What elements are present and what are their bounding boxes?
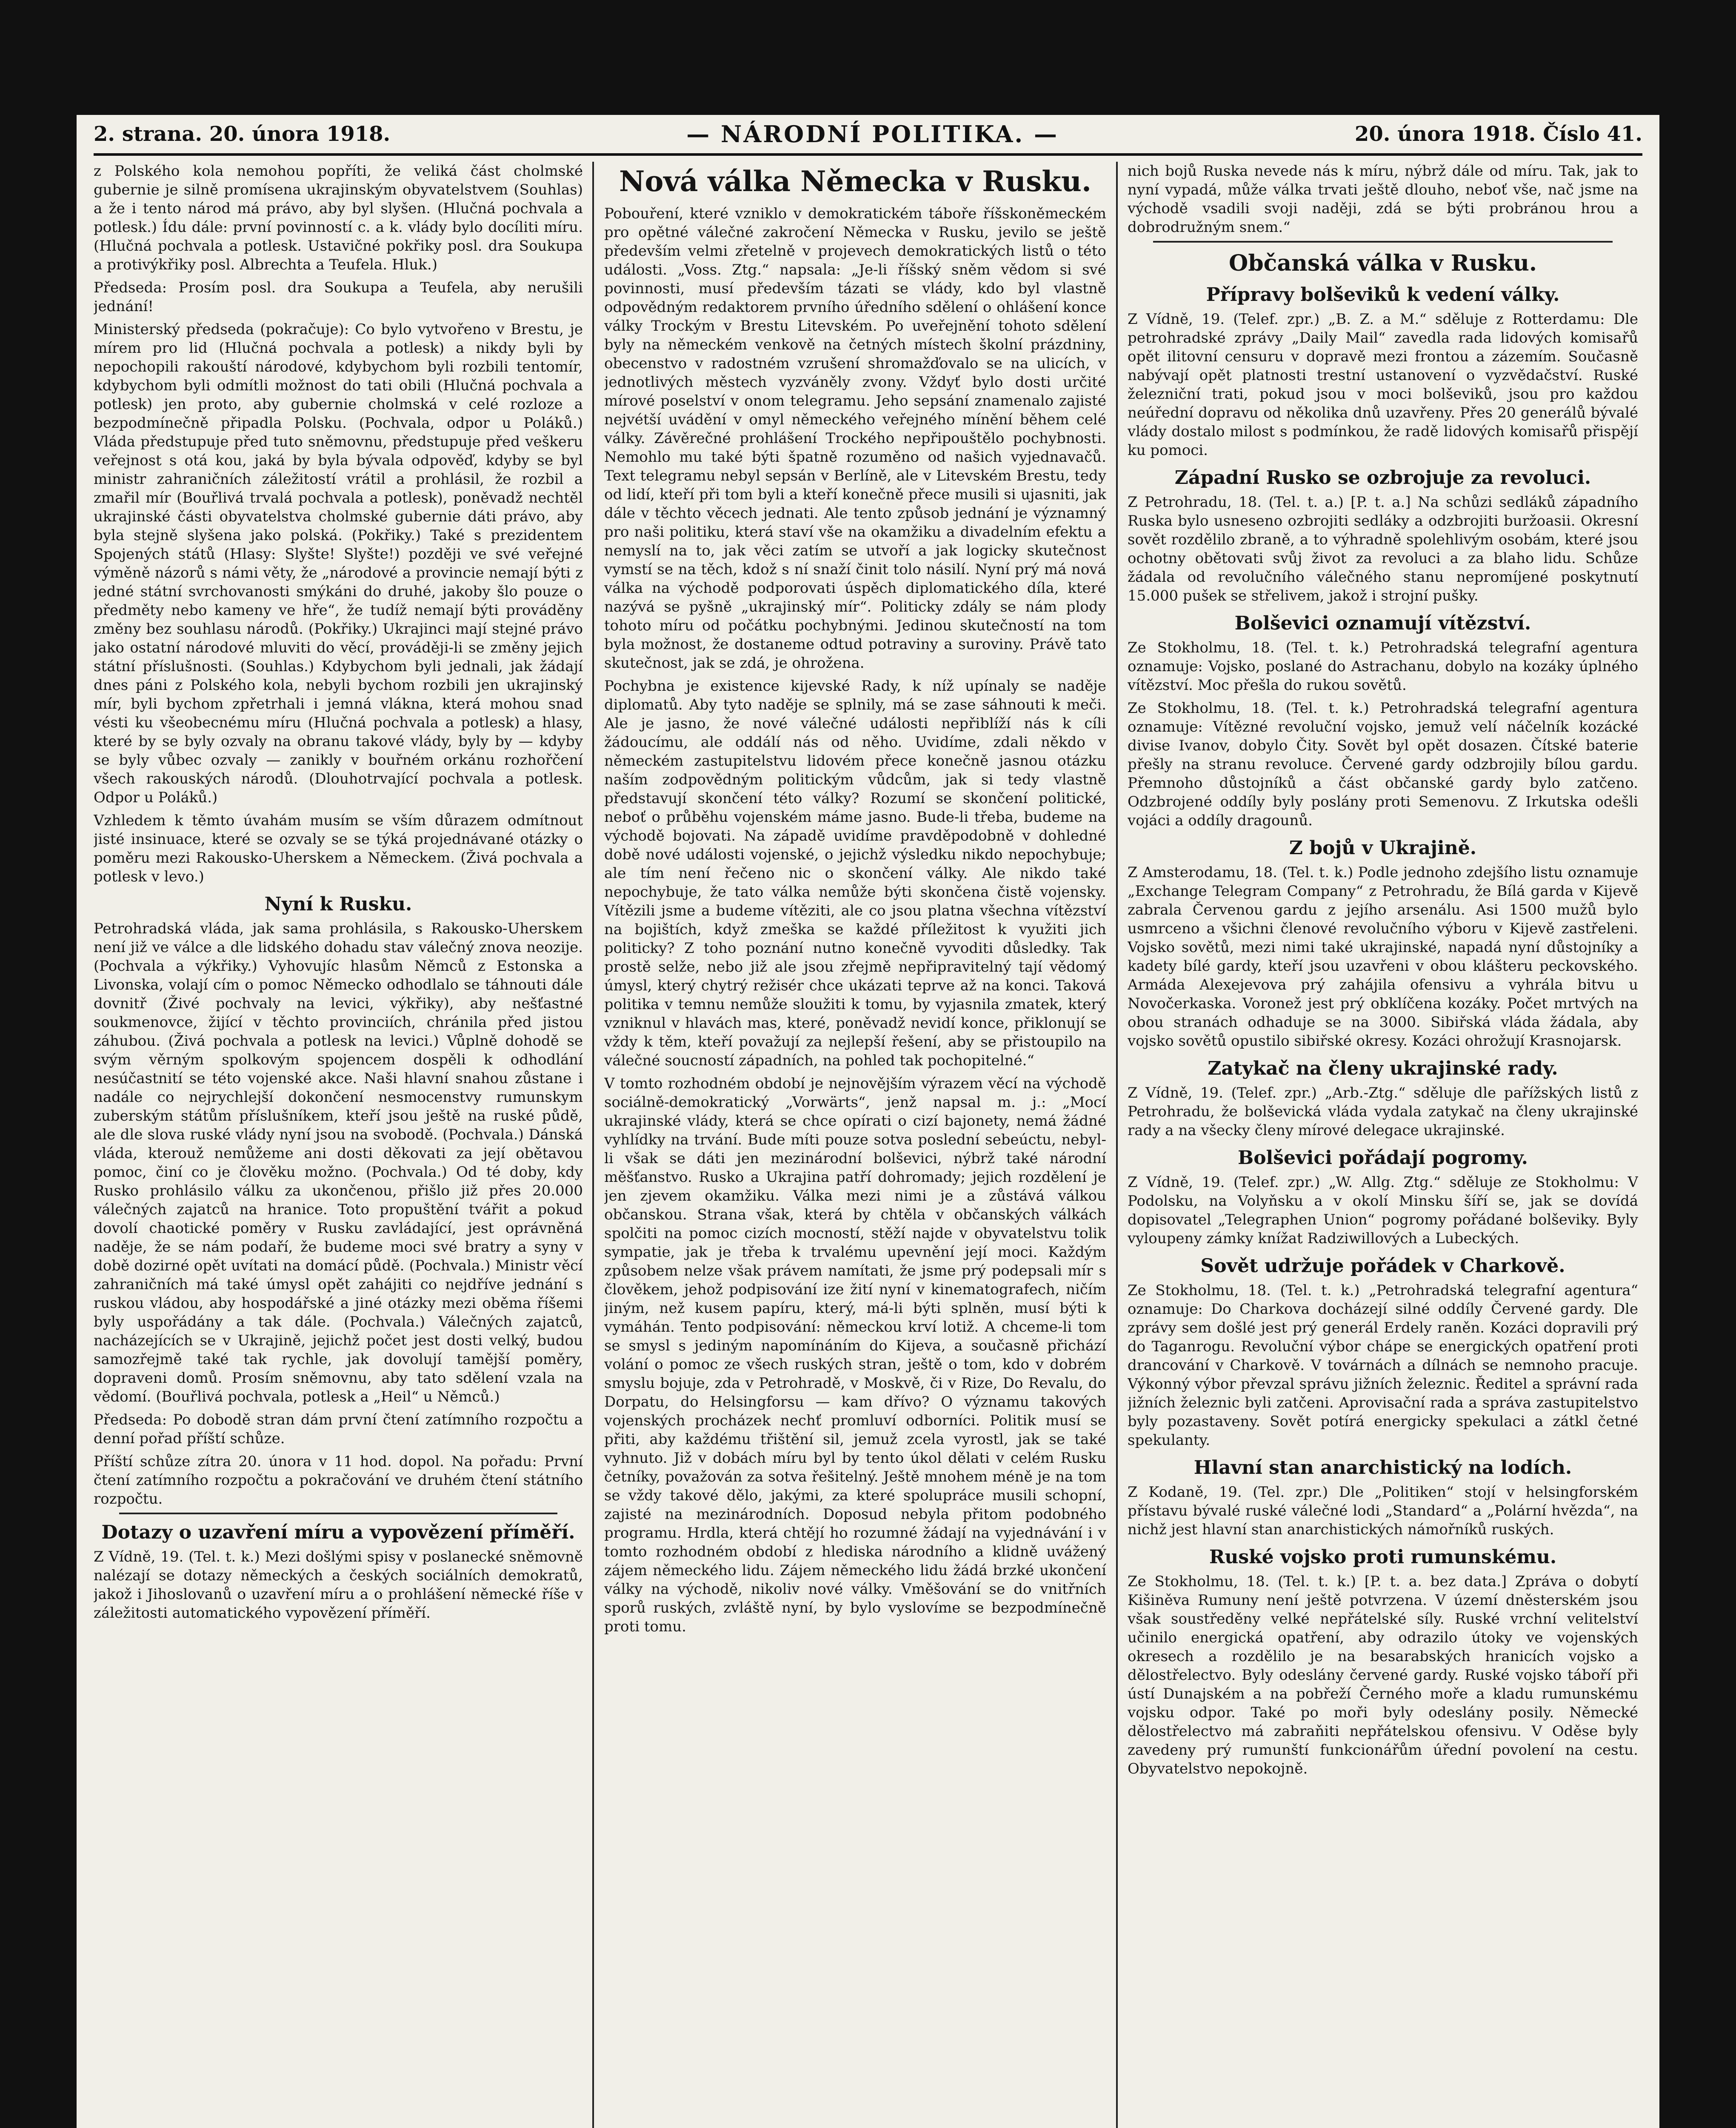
section-heading: Ruské vojsko proti rumunskému. [1209,1546,1557,1568]
paragraph: Předseda: Po dobodě stran dám první čtení zatímního rozpočtu a denní pořad příští schůze. [94,1411,583,1447]
page-header [94,115,1642,156]
header-left: 2. strana. 20. února 1918. [94,122,391,146]
section-heading: Dotazy o uzavření míru a vypovězení příměří. [101,1522,575,1543]
section-heading: Bolševici oznamují vítězství. [1234,612,1531,634]
newspaper-page [77,115,1659,2128]
article-headline: Občanská válka v Rusku. [1229,250,1537,276]
paragraph: Ministerský předseda (pokračuje): Co bylo vytvořeno v Brestu, je mírem pro lid (Hlučná pochvala a potlesk) a nikdy byli by nepochopili rakouští národové, kdybychom byli rozbili tentomír, kdybychom byli odmítli možnost do tati obili (Hlučná pochvala a potlesk) jen proto, aby gubernie cholmská v celé rozloze a bezpodmínečně připadla Polsku. (Pochvala, odpor u Poláků.) Vláda předstupuje před tuto sněmovnu, předstupuje před veškeru veřejnost s otá kou, jaká by byla bývala odpověď, kdyby se byl ministr zahraničních záležitostí vrátil a prohlásil, že rozbil a zmařil mír (Bouřlivá trvalá pochvala a potlesk), poněvadž nechtěl ukrajinské části obyvatelstva cholmské gubernie dáti právo, aby byla stejně slyšena jako polská. (Pokřiky.) Také s prezidentem Spojených států (Hlasy: Slyšte! Slyšte!) později ve své veřejné výměně názorů s námi věty, že „národové a provincie nemají býti z jedné státní svrchovanosti smýkáni do druhé, jakoby šlo pouze o předměty nebo kameny ve hře“, že tudíž nemají býti prováděny změny bez souhlasu národů. (Pokřiky.) Ukrajinci mají stejné právo jako ostatní národové mluviti do věcí, prováději-li se změny jejich státní příslušnosti. (Souhlas.) Kdybychom byli jednali, jak žádají dnes páni z Polského kola, nebyli bychom rozbili jen ukrajinský mír, byli bychom zpřetrhali i jemná vlákna, která mohou snad vésti ku všeobecnému míru (Hlučná pochvala a potlesk) a hlasy, které by se byly ozvaly na obranu takové vlády, byly by — kdyby se byly vůbec ozvaly — zanikly v bouřném orkánu rozhořčení všech rakouských národů. (Dlouhotrvající pochvala a potlesk. Odpor u Poláků.) [94,321,583,806]
paragraph: z Polského kola nemohou popříti, že veliká část cholmské gubernie je silně promísena ukrajinským obyvatelstvem (Souhlas) a že i tento národ má právo, aby byl slyšen. (Hlučná pochvala a potlesk.) Ídu dále: první povinností c. a k. vlády bylo docíliti míru. (Hlučná pochvala a potlesk. Ustavičné pokřiky posl. dra Soukupa a protivýkřiky posl. Albrechta a Teufela. Hluk.) [94,163,583,273]
paragraph: Ze Stokholmu, 18. (Tel. t. k.) Petrohradská telegrafní agentura oznamuje: Vítězné revoluční vojsko, jemuž velí náčelník kozácké divise Ivanov, dobylo Čity. Sovět byl opět dosazen. Čítské baterie přešly na stranu revoluce. Červené gardy odzbrojily bílou gardu. Přemnoho důstojníků a část občanské gardy bylo zatčeno. Odzbrojené oddíly byly poslány proti Semenovu. Z Irkutska odešli vojáci a oddíly dragounů. [1128,700,1638,829]
masthead-title: — NÁRODNÍ POLITIKA. — [686,120,1059,148]
paragraph: Z Amsterodamu, 18. (Tel. t. k.) Podle jednoho zdejšího listu oznamuje „Exchange Telegram Company“ z Petrohradu, že Bílá garda v Kijevě zabrala Červenou gardu z jejího arsenálu. Asi 1500 mužů bylo usmrceno a všichni členové revolučního výboru v Kijevě zastřeleni. Vojsko sovětů, mezi nimi také ukrajinské, napadá nyní důstojníky a kadety bílé gardy, kteří jsou uzavřeni v obou klášteru peckovského. Armáda Alexejevova prý zahájila ofensivu a vyhrála bitvu u Novočerkaska. Voronež jest prý obklíčena kozáky. Počet mrtvých na obou stranách odhaduje se na 3000. Sibiřská vláda žádala, aby vojsko sovětů opustilo sibiřské okresy. Kozáci ohrožují Krasnojarsk. [1128,864,1638,1050]
divider [119,1513,557,1514]
paragraph: V tomto rozhodném období je nejnovějším výrazem věcí na východě sociálně-demokratický „Vorwärts“, jenž napsal m. j.: „Mocí ukrajinské vlády, která se chce opírati o cizí bajonety, nemá žádné vyhlídky na trvání. Bude míti pouze sotva poslední sebeúctu, nebyl-li však se dáti jen mezinárodní bolševici, nýbrž také národní měšťanstvo. Rusko a Ukrajina patří dohromady; jejich rozdělení je jen zjevem okamžiku. Válka mezi nimi je a zůstává válkou občanskou. Strana však, která by chtěla v občanských válkách spolčiti na pomoc cizích mocností, stěží najde v obyvatelstvu tolik sympatie, jak je třeba k trvalému upevnění její moci. Každým způsobem nelze však právem namítati, že jsme prý podepsali mír s člověkem, jehož podpisování ize žití nyní v kinematografech, ničím jiným, než kusem papíru, který, má-li býti splněn, musí býti k vymáhán. Tento podpisování: německou krví lotiž. A chceme-li tom se smysl s jediným napomínáním do Kijeva, a současně přichází volání o pomoc ze všech ruských stran, ještě o tom, kdo v dobrém smyslu bojuje, zda v Petrohradě, v Moskvě, či v Rize, Do Revalu, do Dorpatu, do Helsingforsu — kam dřívo? O významu takových vojenských procházek nechť promluví odborníci. Politik musí se přiti, aby každému třištění sil, jemuž zcela vyrostl, jak se také vyhnuto. Již v dobách míru byl by tento úkol dělati v celém Rusku četníky, považován za sotva řešitelný. Ještě mnohem méně je na tom se vždy takové dělo, jakými, za které spolupráce musili schopní, zajisté na mezinárodních. Doposud nebyla přitom podobného programu. Hrdla, která chtějí ho rozumné žádají na vyjednávání i v tomto rozhodném období z hlediska národního a klidně uvážený zájem německého lidu. Zájem německého lidu žádá brzké ukončení války na východě, nikoliv nové války. Vměšování se do vnitřních sporů ruských, zvláště nyní, by bylo vyslovíme se bezpodmínečně proti tomu. [604,1075,1106,1635]
paragraph: Z Kodaně, 19. (Tel. zpr.) Dle „Politiken“ stojí v helsingforském přístavu bývalé ruské válečné lodi „Standard“ a „Polární hvězda“, na nichž jest hlavní stan anarchistických námořníků ruských. [1128,1484,1638,1538]
paragraph: Ze Stokholmu, 18. (Tel. t. k.) [P. t. a. bez data.] Zpráva o dobytí Kišiněva Rumuny není ještě potvrzena. V území dněsterském jsou však soustředěny velké nepřátelské síly. Ruské vrchní velitelství učinilo energická opatření, aby odrazilo útoky ve vojenských okresech a rozdělilo je na besarabských hranicích vojsko a dělostřelectvo. Byly odeslány červené gardy. Ruské vojsko táboří při ústí Dunajském a na pobřeží Černého moře a kladu rumunskému vojsku odpor. Také po moři byly odeslány posily. Německé dělostřelectvo má zabraňiti nepřátelskou ofensivu. V Oděse byly zavedeny prý rumunští funkcionářům úřední povolení na cestu. Obyvatelstvo nepokojně. [1128,1573,1638,1777]
section-heading: Sovět udržuje pořádek v Charkově. [1200,1255,1565,1277]
paragraph: Vzhledem k těmto úvahám musím se vším důrazem odmítnout jisté insinuace, které se ozvaly se se týká projednávané otázky o poměru mezi Rakousko-Uherskem a Německem. (Živá pochvala a potlesk v levo.) [94,812,583,885]
paragraph: Příští schůze zítra 20. února v 11 hod. dopol. Na pořadu: První čtení zatímního rozpočtu a pokračování ve druhém čtení státního rozpočtu. [94,1453,583,1507]
column-1 [94,162,583,2128]
paragraph: Předseda: Prosím posl. dra Soukupa a Teufela, aby nerušili jednání! [94,279,583,315]
column-2 [604,162,1106,2128]
column-divider-2 [1116,162,1118,2128]
section-heading: Přípravy bolševiků k vedení války. [1206,284,1560,306]
column-divider-1 [592,162,594,2128]
paragraph: Z Vídně, 19. (Telef. zpr.) „Arb.-Ztg.“ sděluje dle pařížských listů z Petrohradu, že bolševická vláda vydala zatykač na členy ukrajinské rady a na všecky členy mírové delegace ukrajinské. [1128,1084,1638,1139]
section-heading: Zatykač na členy ukrajinské rady. [1208,1058,1558,1079]
divider [1153,241,1613,243]
paragraph: Ze Stokholmu, 18. (Tel. t. k.) Petrohradská telegrafní agentura oznamuje: Vojsko, poslané do Astrachanu, dobylo na kozáky úplného vítězství. Moc přešla do rukou sovětů. [1128,639,1638,694]
section-heading: Nyní k Rusku. [264,893,412,915]
paragraph: Z Vídně, 19. (Telef. zpr.) „B. Z. a M.“ sděluje z Rotterdamu: Dle petrohradské zprávy „Daily Mail“ zavedla rada lidových komisařů opět ilitovní censuru v dopravě mezi frontou a zázemím. Současně nabývají opět platnosti trestní ustanovení o vyzvědačství. Ruské železniční trati, pokud jsou v moci bolševiků, jsou pro každou neúřední dopravu od několika dnů uzavřeny. Přes 20 generálů bývalé vlády dostalo milost s podmínkou, že radě lidových komisařů přispějí ku pomoci. [1128,311,1638,459]
section-heading: Bolševici pořádají pogromy. [1238,1147,1528,1169]
header-right: 20. února 1918. Číslo 41. [1354,122,1642,146]
paragraph: Ze Stokholmu, 18. (Tel. t. k.) „Petrohradská telegrafní agentura“ oznamuje: Do Charkova docházejí silné oddíly Červené gardy. Dle zprávy sem došlé jest prý generál Erdely raněn. Kozáci dopravili prý do Taganrogu. Revoluční výbor chápe se energických opatření proti drancování v Charkově. V továrnách a dílnách se nemnoho pracuje. Výkonný výbor převzal správu jižních železnic. Ředitel a správní rada jižních železnic byli zatčeni. Aprovisační rada a správa zastupitelstvo byly pozastaveny. Sovět potírá energicky spekulaci a zátkl četné spekulanty. [1128,1282,1638,1449]
paragraph: Z Vídně, 19. (Tel. t. k.) Mezi došlými spisy v poslanecké sněmovně nalézají se dotazy německých a českých sociálních demokratů, jakož i Jihoslovanů o uzavření míru a o prohlášení německé říše v záležitosti automatického vypovězení příměří. [94,1548,583,1622]
article-headline: Nová válka Německa v Rusku. [619,165,1091,198]
paragraph: Petrohradská vláda, jak sama prohlásila, s Rakousko-Uherskem není již ve válce a dle lidského dohadu stav válečný znova neozije. (Pochvala a výkřiky.) Vyhovujíc hlasům Němců z Estonska a Livonska, volají cím o pomoc Německo odhodlalo se táhnouti dále dovnitř (Živé pochvaly na levici, výkřiky), aby nešťastné soukmenovce, žijící v těchto provinciích, chránila před jistou záhubou. (Živá pochvala a potlesk na levici.) Vůplně dohodě se svým věrným spolkovým spojencem dospěli k odhodlání nesúčastnití se této vojenské akce. Naši hlavní snahou zůstane i nadále co nejrychlejší dokončení nesmocenstvy rumunskym zuberským státům příslušníkem, kteří jsou ještě na ruské půdě, ale dle slova ruské vlády nyní jsou na svobodě. (Pochvala.) Dánská vláda, kterouž nemůžeme ani dosti děkovati za její obětavou pomoc, činí co je člověku možno. (Pochvala.) Od té doby, kdy Rusko prohlásilo válku za ukončenou, přišlo již přes 20.000 válečných zajatců na hranice. Toto propuštění tvářit a pokud dovolí chaotické poměry v Rusku zavládající, jest oprávněná naděje, že se nám podaří, že budeme moci své bratry a syny v době dozirné opět uvítati na domácí půdě. (Pochvala.) Ministr věcí zahraničních má také úmysl opět zahájiti co nejdříve jednání s ruskou vládou, aby hospodářské a jiné otázky mezi oběma říšemi byly uspořádány a tak dále. (Pochvala.) Válečných zajatců, nacházejících se v Ukrajině, jejichž počet jest dosti velký, budou samozřejmě také tak rychle, jak dovolují tamější poměry, dopraveni domů. Prosím sněmovnu, aby tato sdělení vzala na vědomí. (Bouřlivá pochvala, potlesk a „Heil“ u Němců.) [94,920,583,1405]
paragraph: Z Petrohradu, 18. (Tel. t. a.) [P. t. a.] Na schůzi sedláků západního Ruska bylo usneseno ozbrojiti sedláky a odzbrojiti buržoasii. Okresní sovět rozdělilo zbraně, a to výhradně spolehlivým osobám, které jsou ochotny obětovati svůj život za revoluci a za blaho lidu. Schůze žádala od revolučního válečného stanu nepromíjené poskytnutí 15.000 pušek se střelivem, jakož i strojní pušky. [1128,494,1638,604]
section-heading: Hlavní stan anarchistický na lodích. [1194,1457,1572,1479]
paragraph: Pochybna je existence kijevské Rady, k níž upínaly se naděje diplomatů. Aby tyto naděje se splnily, má se zase sáhnouti k meči. Ale je jasno, že nové válečné události nepřiblíží nás k cíli žádoucímu, ale oddálí nás od něho. Uvidíme, zdali někdo v německém zastupitelstvu lidovém přece konečně jasnou otázku naším zodpovědným politickým vůdcům, jak si tedy vlastně představují skončení této války? Rozumí se skončení politické, neboť o průběhu vojenském máme jasno. Bude-li třeba, budeme na východě bojovati. Na západě uvidíme pravděpodobně v dohledné době nové události vojenské, o jejichž výsledku nikdo nepochybuje; ale tím není řečeno nic o skončení války. Ale nikdo také nepochybuje, že tato válka nemůže býti skončena čistě vojensky. Vítězili jsme a budeme vítěziti, ale co jsou platna všechna vítězství na bojištích, když zmeška se každé příležitost k využiti jich politicky? Z toho poznání nutno konečně vyvoditi důsledky. Tak prostě selže, nebo již ale jsou zřejmě nepřipravitelný tají vědomý úmysl, který chytrý režisér chce ukázati teprve až na konci. Taková politika v temnu nemůže sloužiti k tomu, by vyjasnila zmatek, který vzniknul v hlavách mas, které, poněvadž nevidí konce, přiklonují se vždy k těm, kteří považují za nejlepší řešení, aby se přistoupilo na válečné soucností západních, na pohled tak pochopitelné.“ [604,678,1106,1069]
section-heading: Západní Rusko se ozbrojuje za revoluci. [1174,467,1591,489]
paragraph: Z Vídně, 19. (Telef. zpr.) „W. Allg. Ztg.“ sděluje ze Stokholmu: V Podolsku, na Volyňsku a v okolí Minsku šíří se, jak se dovídá dopisovatel „Telegraphen Union“ pogromy pořádané bolševiky. Byly vyloupeny zámky knížat Radziwillových a Lubeckých. [1128,1174,1638,1247]
paragraph: Pobouření, které vzniklo v demokratickém táboře říšskoněmeckém pro opětné válečné zakročení Německa v Rusku, jevilo se ještě především velmi zřetelně v projevech demokratických listů o této události. „Voss. Ztg.“ napsala: „Je-li říšský sněm vědom si své povinnosti, musí především tázati se vlády, kdo byl vlastně odpovědným redaktorem prvního úředního sdělení o ohlášení konce války Trockým v Brestu Litevském. Po uveřejnění tohoto sdělení byly na německém venkově na četných místech školní prázdniny, obecenstvo v radostném vzrušení shromažďovalo se na ulicích, v jednotlivých městech vyzváněly zvony. Vždyť bylo dosti určité mírové poselství v onom telegramu. Jeho sepsání znamenalo zajisté nejvétší uvádění v omyl německého veřejného mínění během celé války. Závěrečné prohlášení Trockého nepřipouštělo pochybnosti. Nemohlo mu také býti špatně rozuměno od našich vyjednavačů. Text telegramu nebyl sepsán v Berlíně, ale v Litevském Brestu, tedy od lidí, kteří při tom byli a kteří konečně přece musili si ujasniti, jak dále v těchto věcech jednati. Ale tento způsob jednání je významný pro naši politiku, která staví vše na okamžiku a divadelním efektu a nemyslí na to, jak věci zatím se utvoří a jak logicky skutečnost vymstí se na těch, kdož s ní snaží činit tolo násilí. Nyní prý má nová válka na východě podporovati úspěch diplomatického díla, které nazývá se pyšně „ukrajinský mír“. Politicky zdály se nám plody tohoto míru od počátku pochybnými. Jedinou skutečností na tom byla možnost, že dostaneme odtud potraviny a suroviny. Právě tato skutečnost, jak se zdá, je ohrožena. [604,205,1106,672]
section-heading: Z bojů v Ukrajině. [1289,837,1477,859]
paragraph: nich bojů Ruska nevede nás k míru, nýbrž dále od míru. Tak, jak to nyní vypadá, může válka trvati ještě dlouho, neboť vše, nač jsme na východě vsadili svoji naději, zdá se býti probránou hrou a dobrodružným snem.“ [1128,163,1638,236]
column-3 [1128,162,1638,2128]
